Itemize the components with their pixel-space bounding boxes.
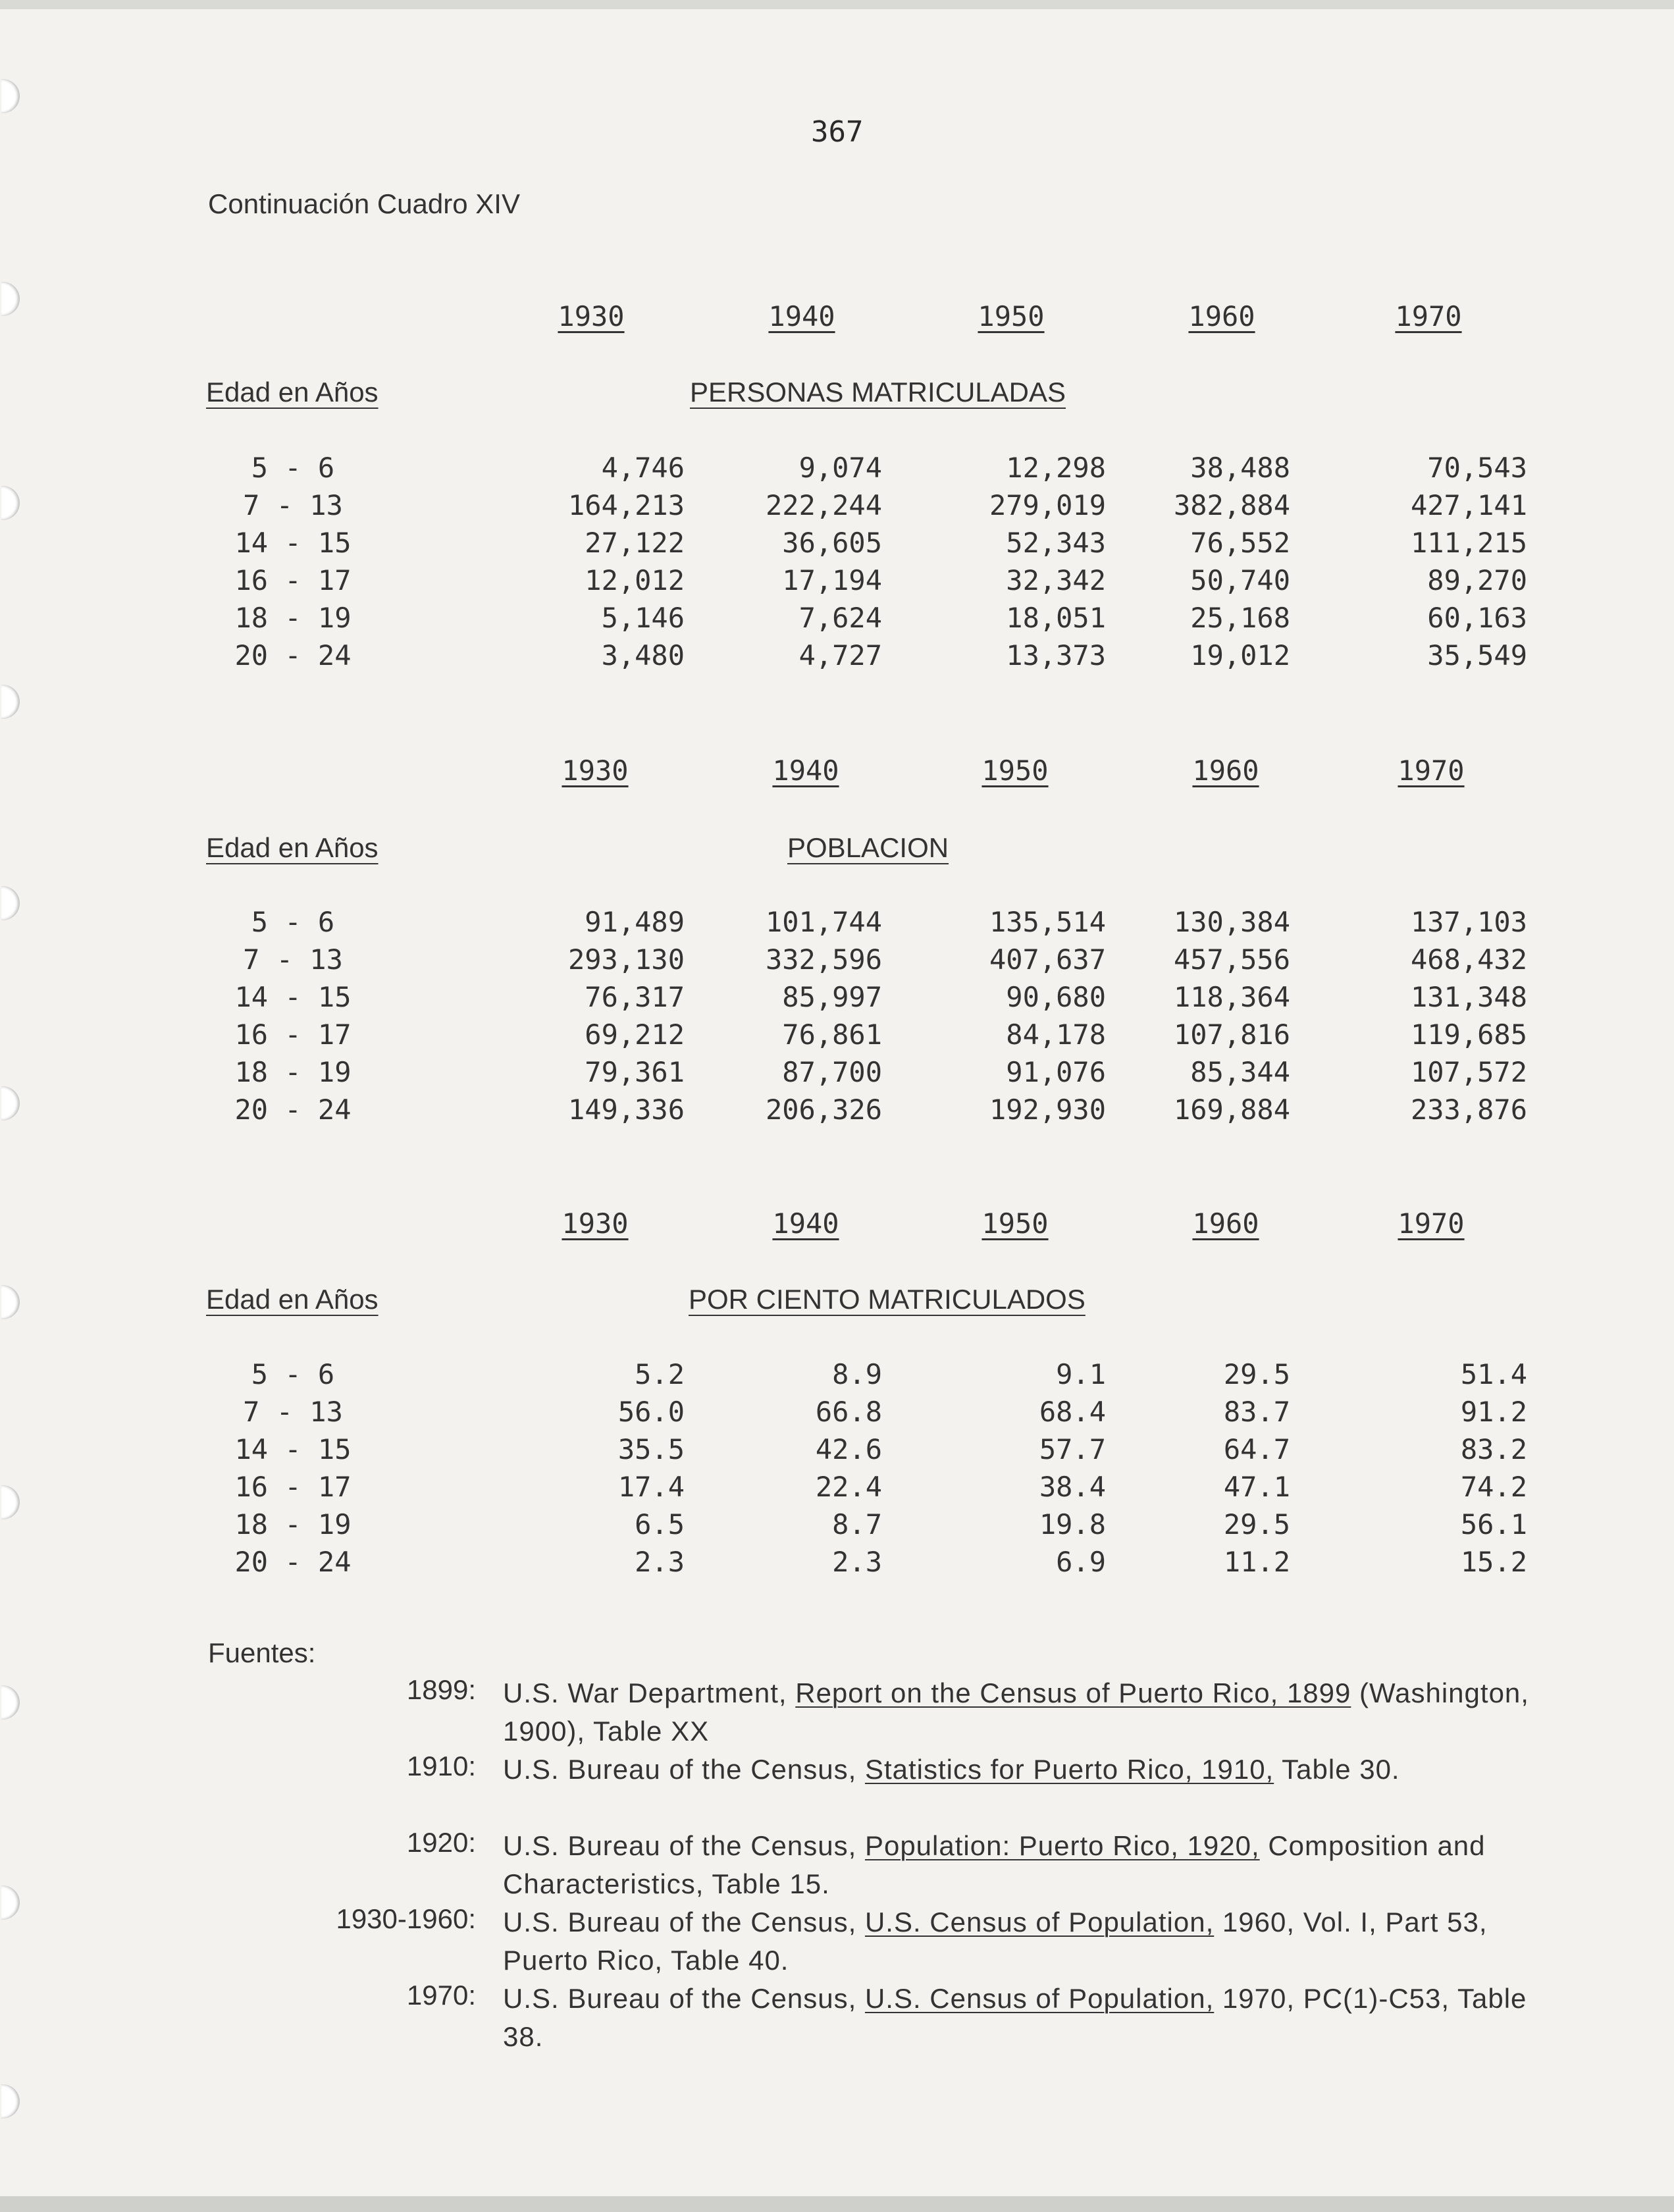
value-cell: 5,146	[601, 602, 685, 634]
table-row	[0, 452, 1674, 490]
value-cell: 90,680	[1006, 981, 1106, 1013]
value-cell: 64.7	[1223, 1433, 1290, 1465]
value-cell: 206,326	[765, 1093, 882, 1126]
source-citation	[503, 1674, 1556, 1751]
sources-label: Fuentes:	[208, 1637, 316, 1668]
value-cell: 9,074	[798, 452, 882, 484]
source-citation	[503, 1903, 1556, 1980]
value-cell: 164,213	[567, 489, 685, 521]
value-cell: 9.1	[1056, 1358, 1106, 1390]
source-citation	[503, 1751, 1556, 1789]
table-row	[0, 1396, 1674, 1434]
age-cell: 18 - 19	[234, 602, 352, 634]
value-cell: 6.9	[1056, 1546, 1106, 1578]
value-cell: 89,270	[1427, 564, 1527, 596]
table-title: POBLACION	[787, 832, 949, 863]
table-row	[0, 489, 1674, 527]
value-cell: 5.2	[635, 1358, 685, 1390]
source-title: Report on the Census of Puerto Rico, 1899	[795, 1677, 1351, 1708]
value-cell: 6.5	[635, 1508, 685, 1540]
value-cell: 76,317	[585, 981, 685, 1013]
age-cell: 5 - 6	[251, 452, 335, 484]
table-row	[0, 527, 1674, 565]
table-row	[0, 602, 1674, 640]
source-year: 1930-1960:	[336, 1903, 476, 1934]
value-cell: 8.9	[832, 1358, 882, 1390]
value-cell: 468,432	[1410, 943, 1527, 976]
value-cell: 38,488	[1190, 452, 1290, 484]
year-header: 1950	[981, 754, 1049, 787]
page-number: 367	[811, 115, 864, 149]
value-cell: 279,019	[989, 489, 1106, 521]
value-cell: 35,549	[1427, 639, 1527, 672]
age-cell: 14 - 15	[234, 1433, 352, 1465]
year-header: 1950	[978, 300, 1045, 332]
year-header: 1970	[1398, 754, 1465, 787]
source-title: Statistics for Puerto Rico, 1910,	[864, 1754, 1274, 1785]
value-cell: 4,727	[798, 639, 882, 672]
year-header: 1930	[558, 300, 625, 332]
value-cell: 66.8	[815, 1396, 882, 1428]
value-cell: 407,637	[989, 943, 1106, 976]
value-cell: 76,861	[782, 1018, 882, 1051]
value-cell: 85,997	[782, 981, 882, 1013]
binder-hole	[1, 79, 20, 113]
binder-hole	[1, 1285, 20, 1319]
value-cell: 79,361	[585, 1056, 685, 1088]
binder-hole	[1, 1685, 20, 1720]
value-cell: 18,051	[1006, 602, 1106, 634]
value-cell: 131,348	[1410, 981, 1527, 1013]
age-cell: 7 - 13	[243, 489, 343, 521]
age-cell: 7 - 13	[243, 1396, 343, 1428]
age-column-header: Edad en Años	[206, 377, 379, 408]
age-cell: 18 - 19	[234, 1508, 352, 1540]
value-cell: 8.7	[832, 1508, 882, 1540]
source-author: U.S. Bureau of the Census,	[503, 1907, 865, 1937]
value-cell: 25,168	[1190, 602, 1290, 634]
source-author: U.S. Bureau of the Census,	[503, 1754, 865, 1785]
value-cell: 29.5	[1223, 1358, 1290, 1390]
value-cell: 50,740	[1190, 564, 1290, 596]
source-title: Population: Puerto Rico, 1920,	[864, 1830, 1260, 1861]
table-row	[0, 1358, 1674, 1396]
age-cell: 18 - 19	[234, 1056, 352, 1088]
year-header: 1940	[772, 1207, 839, 1240]
table-row	[0, 943, 1674, 982]
table-title: POR CIENTO MATRICULADOS	[689, 1284, 1085, 1315]
value-cell: 56.0	[617, 1396, 685, 1428]
source-year: 1910:	[406, 1751, 476, 1781]
table-row	[0, 1433, 1674, 1471]
value-cell: 74.2	[1460, 1471, 1527, 1503]
value-cell: 107,572	[1410, 1056, 1527, 1088]
value-cell: 332,596	[765, 943, 882, 976]
age-cell: 14 - 15	[234, 527, 352, 559]
value-cell: 107,816	[1173, 1018, 1290, 1051]
value-cell: 83.7	[1223, 1396, 1290, 1428]
table-row	[0, 1056, 1674, 1094]
year-header: 1930	[562, 1207, 629, 1240]
age-column-header: Edad en Años	[206, 1284, 379, 1315]
value-cell: 13,373	[1006, 639, 1106, 672]
binder-hole	[1, 2084, 20, 2119]
source-details: 1960, Vol. I, Part 53, Puerto Rico, Table 40.	[503, 1907, 1488, 1976]
value-cell: 76,552	[1190, 527, 1290, 559]
value-cell: 111,215	[1410, 527, 1527, 559]
value-cell: 427,141	[1410, 489, 1527, 521]
value-cell: 42.6	[815, 1433, 882, 1465]
value-cell: 4,746	[601, 452, 685, 484]
value-cell: 83.2	[1460, 1433, 1527, 1465]
value-cell: 32,342	[1006, 564, 1106, 596]
value-cell: 57.7	[1039, 1433, 1106, 1465]
value-cell: 192,930	[989, 1093, 1106, 1126]
age-cell: 20 - 24	[234, 1546, 352, 1578]
table-row	[0, 981, 1674, 1019]
table-row	[0, 1471, 1674, 1509]
value-cell: 60,163	[1427, 602, 1527, 634]
age-column-header: Edad en Años	[206, 832, 379, 863]
scan-top-edge	[0, 0, 1674, 9]
source-year: 1920:	[406, 1827, 476, 1858]
binder-hole	[1, 685, 20, 719]
value-cell: 19.8	[1039, 1508, 1106, 1540]
year-header: 1970	[1395, 300, 1462, 332]
table-row	[0, 1093, 1674, 1132]
binder-hole	[1, 1885, 20, 1920]
value-cell: 382,884	[1173, 489, 1290, 521]
value-cell: 56.1	[1460, 1508, 1527, 1540]
table-row	[0, 1018, 1674, 1057]
source-details: Table 30.	[1274, 1754, 1400, 1785]
value-cell: 69,212	[585, 1018, 685, 1051]
value-cell: 91.2	[1460, 1396, 1527, 1428]
year-header: 1930	[562, 754, 629, 787]
value-cell: 149,336	[567, 1093, 685, 1126]
age-cell: 14 - 15	[234, 981, 352, 1013]
value-cell: 51.4	[1460, 1358, 1527, 1390]
source-citation	[503, 1827, 1556, 1903]
year-header: 1960	[1188, 300, 1255, 332]
value-cell: 29.5	[1223, 1508, 1290, 1540]
value-cell: 52,343	[1006, 527, 1106, 559]
table-row	[0, 906, 1674, 944]
value-cell: 3,480	[601, 639, 685, 672]
table-row	[0, 639, 1674, 677]
value-cell: 12,012	[585, 564, 685, 596]
value-cell: 68.4	[1039, 1396, 1106, 1428]
source-citation	[503, 1980, 1556, 2056]
value-cell: 15.2	[1460, 1546, 1527, 1578]
year-header: 1970	[1398, 1207, 1465, 1240]
value-cell: 169,884	[1173, 1093, 1290, 1126]
value-cell: 17,194	[782, 564, 882, 596]
value-cell: 233,876	[1410, 1093, 1527, 1126]
table-row	[0, 1508, 1674, 1546]
value-cell: 91,076	[1006, 1056, 1106, 1088]
year-header: 1940	[772, 754, 839, 787]
value-cell: 38.4	[1039, 1471, 1106, 1503]
value-cell: 12,298	[1006, 452, 1106, 484]
year-header: 1950	[981, 1207, 1049, 1240]
value-cell: 17.4	[617, 1471, 685, 1503]
table-row	[0, 1546, 1674, 1584]
age-cell: 5 - 6	[251, 906, 335, 938]
age-cell: 20 - 24	[234, 1093, 352, 1126]
value-cell: 85,344	[1190, 1056, 1290, 1088]
value-cell: 7,624	[798, 602, 882, 634]
source-author: U.S. Bureau of the Census,	[503, 1983, 865, 2014]
value-cell: 11.2	[1223, 1546, 1290, 1578]
source-details: 1970, PC(1)-C53, Table 38.	[503, 1983, 1527, 2052]
source-year: 1899:	[406, 1674, 476, 1705]
age-cell: 20 - 24	[234, 639, 352, 672]
binder-hole	[1, 282, 20, 316]
source-author: U.S. Bureau of the Census,	[503, 1830, 865, 1861]
age-cell: 5 - 6	[251, 1358, 335, 1390]
table-row	[0, 564, 1674, 602]
table-title: PERSONAS MATRICULADAS	[690, 377, 1066, 408]
value-cell: 137,103	[1410, 906, 1527, 938]
value-cell: 36,605	[782, 527, 882, 559]
value-cell: 22.4	[815, 1471, 882, 1503]
source-title: U.S. Census of Population,	[864, 1907, 1215, 1937]
year-header: 1940	[768, 300, 835, 332]
age-cell: 16 - 17	[234, 564, 352, 596]
value-cell: 457,556	[1173, 943, 1290, 976]
value-cell: 293,130	[567, 943, 685, 976]
value-cell: 35.5	[617, 1433, 685, 1465]
value-cell: 87,700	[782, 1056, 882, 1088]
value-cell: 84,178	[1006, 1018, 1106, 1051]
value-cell: 19,012	[1190, 639, 1290, 672]
value-cell: 2.3	[635, 1546, 685, 1578]
value-cell: 118,364	[1173, 981, 1290, 1013]
value-cell: 101,744	[765, 906, 882, 938]
source-details: Composition and Characteristics, Table 15.	[503, 1830, 1486, 1899]
scan-bottom-edge	[0, 2196, 1674, 2212]
source-year: 1970:	[406, 1980, 476, 2011]
continuation-title: Continuación Cuadro XIV	[208, 188, 520, 219]
age-cell: 16 - 17	[234, 1018, 352, 1051]
value-cell: 222,244	[765, 489, 882, 521]
value-cell: 91,489	[585, 906, 685, 938]
value-cell: 2.3	[832, 1546, 882, 1578]
age-cell: 16 - 17	[234, 1471, 352, 1503]
value-cell: 119,685	[1410, 1018, 1527, 1051]
age-cell: 7 - 13	[243, 943, 343, 976]
source-details: (Washington, 1900), Table XX	[503, 1677, 1529, 1747]
value-cell: 27,122	[585, 527, 685, 559]
year-header: 1960	[1192, 1207, 1259, 1240]
value-cell: 47.1	[1223, 1471, 1290, 1503]
year-header: 1960	[1192, 754, 1259, 787]
value-cell: 130,384	[1173, 906, 1290, 938]
value-cell: 135,514	[989, 906, 1106, 938]
source-author: U.S. War Department,	[503, 1677, 796, 1708]
source-title: U.S. Census of Population,	[864, 1983, 1215, 2014]
value-cell: 70,543	[1427, 452, 1527, 484]
